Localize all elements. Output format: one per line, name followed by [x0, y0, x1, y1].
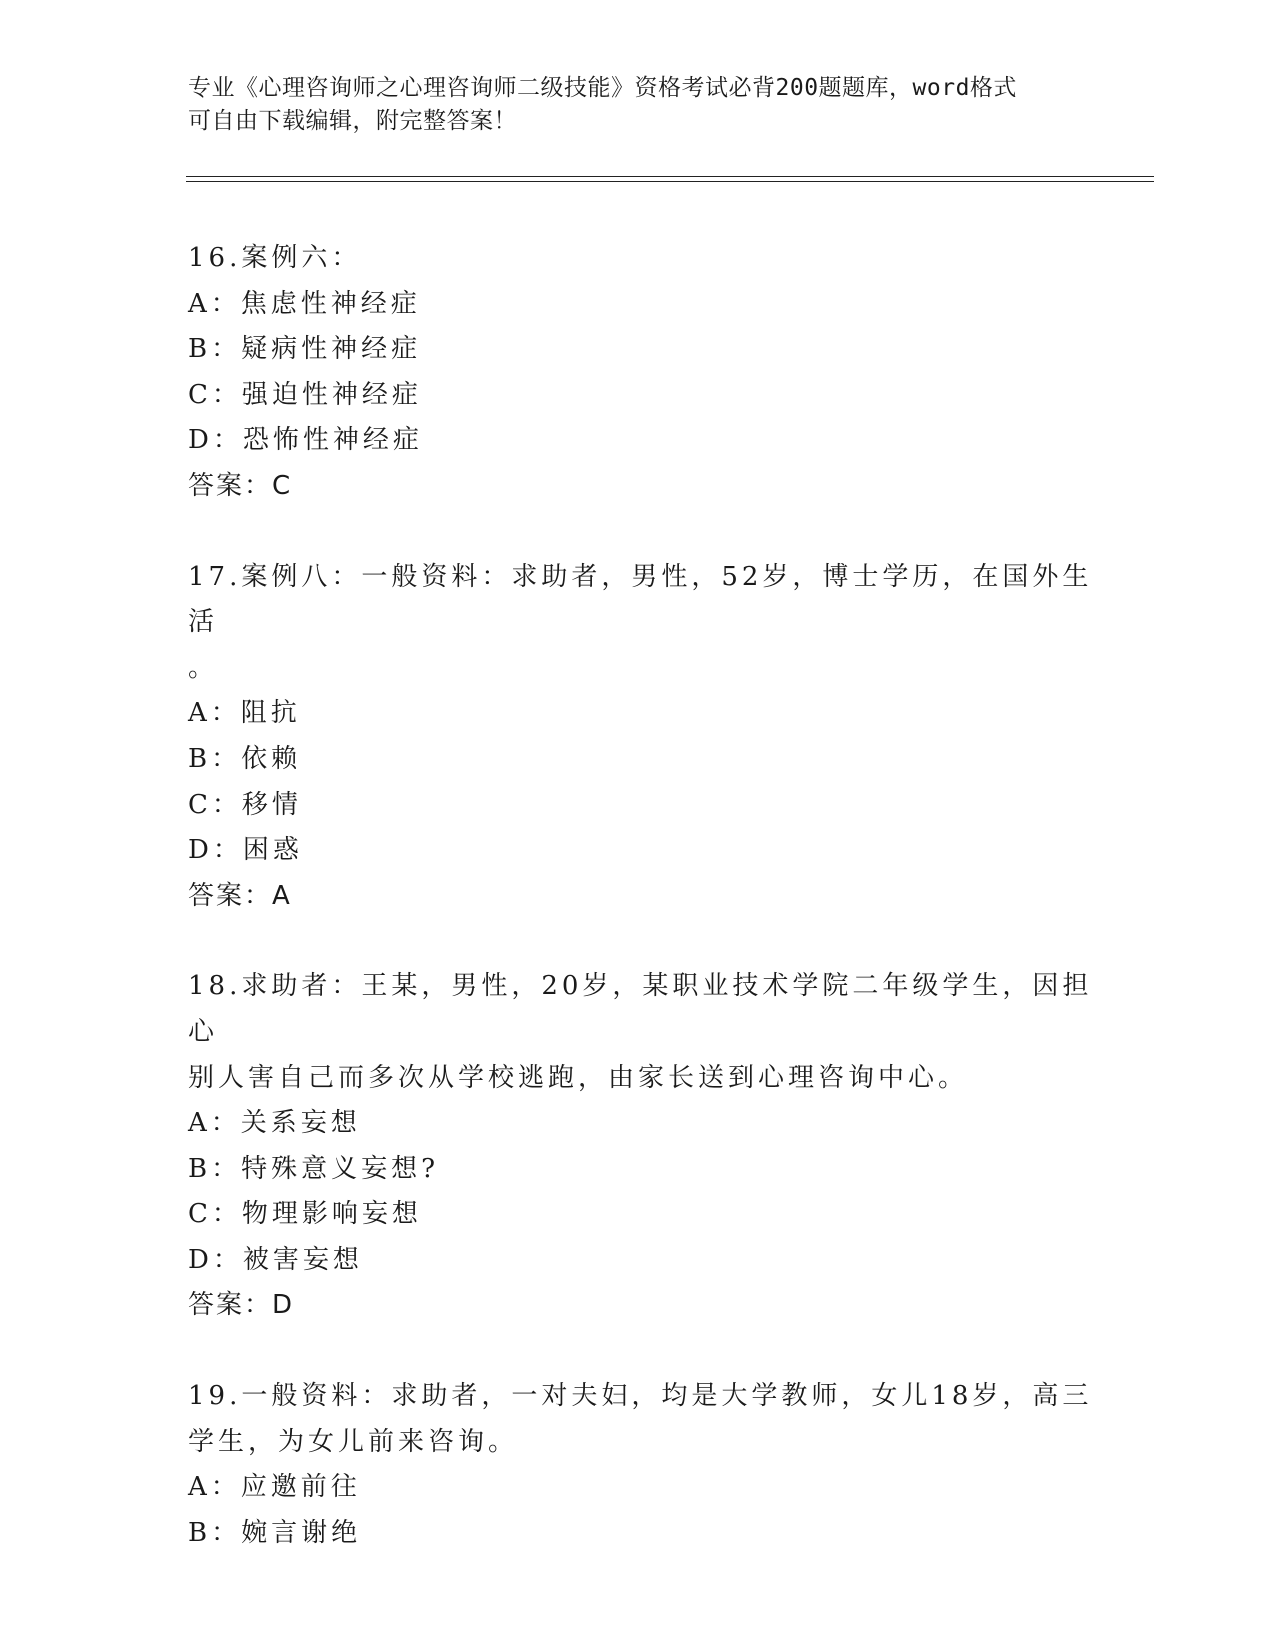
header-divider-top [186, 176, 1154, 177]
option-c: C：强迫性神经症 [188, 379, 422, 410]
option-a: A：焦虑性神经症 [188, 288, 421, 319]
option-c: C：移情 [188, 789, 302, 820]
option-d: D：困惑 [188, 835, 303, 866]
option-a: A：阻抗 [188, 698, 301, 729]
document-header [188, 72, 1088, 138]
question-stem-continued: 别人害自己而多次从学校逃跑，由家长送到心理咨询中心。 [188, 1062, 969, 1093]
option-d: D：被害妄想 [188, 1244, 363, 1275]
question-stem: 18.求助者：王某，男性，20岁，某职业技术学院二年级学生，因担心 [188, 971, 1093, 1047]
question-stem: 19.一般资料：求助者，一对夫妇，均是大学教师，女儿18岁，高三 [188, 1381, 1093, 1412]
header-line-1: 专业《心理咨询师之心理咨询师二级技能》资格考试必背200题题库，word格式 [188, 75, 1017, 101]
question-stem: 17.案例八：一般资料：求助者，男性，52岁，博士学历，在国外生活 [188, 561, 1093, 638]
question-16 [188, 236, 1108, 510]
question-17 [188, 555, 1108, 920]
option-b: B：依赖 [188, 743, 302, 774]
option-b: B：特殊意义妄想? [188, 1153, 440, 1184]
question-18 [188, 964, 1108, 1329]
answer-line: 答案：C [188, 470, 293, 501]
question-19 [188, 1374, 1108, 1556]
question-stem: 16.案例六： [188, 243, 362, 273]
header-line-2: 可自由下载编辑，附完整答案！ [188, 108, 517, 134]
option-a: A：应邀前往 [188, 1472, 361, 1503]
header-divider-bottom [186, 181, 1154, 182]
answer-line: 答案：D [188, 1290, 295, 1321]
option-c: C：物理影响妄想 [188, 1199, 422, 1230]
question-stem-continued: 。 [188, 652, 219, 683]
option-b: B：婉言谢绝 [188, 1517, 362, 1548]
question-stem-continued: 学生，为女儿前来咨询。 [188, 1426, 519, 1457]
question-list [188, 236, 1108, 1601]
option-d: D：恐怖性神经症 [188, 425, 423, 456]
option-a: A：关系妄想 [188, 1108, 361, 1139]
option-b: B：疑病性神经症 [188, 334, 422, 365]
answer-line: 答案：A [188, 880, 292, 911]
